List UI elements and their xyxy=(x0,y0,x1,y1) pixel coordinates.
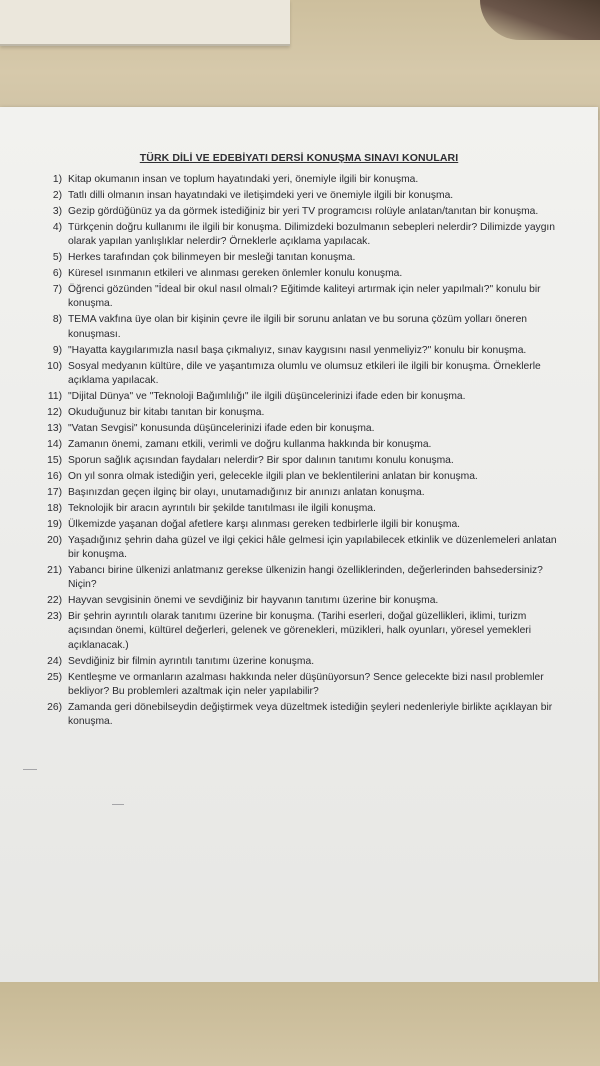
topic-item xyxy=(40,502,570,516)
topic-item xyxy=(40,313,570,341)
topic-list xyxy=(40,173,570,729)
paper-stack-edge xyxy=(0,0,290,46)
topic-item xyxy=(40,221,570,249)
topic-text: Sporun sağlık açısından faydaları nelerdir? Bir spor dalının tanıtımı konulu konuşma. xyxy=(68,454,454,466)
topic-number: 16) xyxy=(47,470,62,482)
topic-text: Tatlı dilli olmanın insan hayatındaki ve iletişimdeki yeri ve önemiyle ilgili bir konuşma. xyxy=(68,190,454,201)
desk-background-bottom xyxy=(0,982,600,1066)
topic-item xyxy=(40,594,570,608)
topic-item xyxy=(40,422,570,436)
topic-item xyxy=(40,671,570,699)
topic-number: 18) xyxy=(47,502,62,514)
pencil-mark xyxy=(112,804,124,805)
topic-number: 26) xyxy=(47,701,62,713)
topic-text: On yıl sonra olmak istediğin yeri, gelecekle ilgili plan ve beklentilerini anlatan bir konuşma. xyxy=(68,470,478,482)
topic-text: Zamanın önemi, zamanı etkili, verimli ve doğru kullanma hakkında bir konuşma. xyxy=(68,438,432,450)
topic-text: Herkes tarafından çok bilinmeyen bir mesleği tanıtan konuşma. xyxy=(68,252,356,264)
topic-item xyxy=(40,173,570,187)
topic-number: 9) xyxy=(52,344,62,356)
topic-number: 17) xyxy=(47,486,62,498)
topic-item xyxy=(40,701,570,729)
topic-number: 1) xyxy=(52,174,62,185)
topic-text: Öğrenci gözünden "İdeal bir okul nasıl olmalı? Eğitimde kaliteyi artırmak için neler yapılmalı?" konulu bir konuşma. xyxy=(68,284,541,310)
document-sheet xyxy=(0,107,598,982)
topic-number: 20) xyxy=(47,534,62,546)
topic-item xyxy=(40,205,570,219)
topic-item xyxy=(40,344,570,358)
topic-number: 5) xyxy=(52,252,62,264)
topic-item xyxy=(40,486,570,500)
topic-text: Okuduğunuz bir kitabı tanıtan bir konuşma. xyxy=(68,406,265,418)
topic-number: 22) xyxy=(47,595,62,607)
topic-item xyxy=(40,564,570,592)
topic-number: 4) xyxy=(52,222,62,233)
topic-text: Başınızdan geçen ilginç bir olayı, unutamadığınız bir anınızı anlatan konuşma. xyxy=(68,486,425,498)
topic-text: Yabancı birine ülkenizi anlatmanız gerekse ülkenizin hangi özelliklerinden, değerlerinden bahsedersiniz? Niçin? xyxy=(68,565,543,591)
topic-item xyxy=(40,470,570,484)
topic-text: Kentleşme ve ormanların azalması hakkında neler düşünüyorsun? Sence gelecekte bizi nasıl problemler bekliyor? Bu problemleri azaltmak için neler yapılabilir? xyxy=(68,671,544,697)
desk-object xyxy=(480,0,600,40)
topic-text: Türkçenin doğru kullanımı ile ilgili bir konuşma. Dilimizdeki bozulmanın sebepleri nelerdir? Dilimizde yaygın olarak yapılan yanlışlıklar nelerdir? Örneklerle açıklama yapılacak. xyxy=(68,222,556,248)
topic-item xyxy=(40,390,570,404)
topic-number: 12) xyxy=(47,406,62,418)
topic-number: 10) xyxy=(47,360,62,372)
topic-item xyxy=(40,655,570,669)
topic-number: 2) xyxy=(52,190,62,201)
topic-item xyxy=(40,360,570,388)
topic-number: 25) xyxy=(47,671,62,683)
topic-number: 19) xyxy=(47,518,62,530)
pencil-mark xyxy=(23,769,37,770)
topic-text: Gezip gördüğünüz ya da görmek istediğiniz bir yeri TV programcısı rolüyle anlatan/tanıtan bir konuşma. xyxy=(68,206,539,217)
topic-text: Teknolojik bir aracın ayrıntılı bir şekilde tanıtılması ile ilgili konuşma. xyxy=(68,502,376,514)
topic-number: 21) xyxy=(47,565,62,577)
topic-item xyxy=(40,454,570,468)
topic-number: 13) xyxy=(47,422,62,434)
topic-text: "Vatan Sevgisi" konusunda düşüncelerinizi ifade eden bir konuşma. xyxy=(68,422,375,434)
topic-number: 15) xyxy=(47,454,62,466)
topic-text: Zamanda geri dönebilseydin değiştirmek veya düzeltmek istediğin şeyleri nedenleriyle birlikte açıklayan bir konuşma. xyxy=(68,701,553,728)
topic-number: 14) xyxy=(47,438,62,450)
topic-number: 8) xyxy=(52,314,62,326)
topic-number: 24) xyxy=(47,655,62,667)
document-title: TÜRK DİLİ VE EDEBİYATI DERSİ KONUŞMA SINAVI KONULARI xyxy=(139,152,459,164)
topic-text: "Hayatta kaygılarımızla nasıl başa çıkmalıyız, sınav kaygısını nasıl yenmeliyiz?" konulu bir konuşma. xyxy=(68,344,527,356)
topic-number: 3) xyxy=(52,206,62,217)
topic-item xyxy=(40,283,570,311)
topic-text: "Dijital Dünya" ve "Teknoloji Bağımlılığı" ile ilgili düşüncelerinizi ifade eden bir konuşma. xyxy=(68,390,466,402)
topic-item xyxy=(40,518,570,532)
topic-item xyxy=(40,251,570,265)
topic-number: 11) xyxy=(47,390,62,402)
topic-item xyxy=(40,267,570,281)
topic-text: Yaşadığınız şehrin daha güzel ve ilgi çekici hâle gelmesi için yapılabilecek etkinlik ve düzenlemeleri anlatan bir konuşma. xyxy=(68,534,557,561)
topic-number: 6) xyxy=(52,268,62,280)
topic-text: Hayvan sevgisinin önemi ve sevdiğiniz bir hayvanın tanıtımı üzerine bir konuşma. xyxy=(68,595,439,607)
topic-item xyxy=(40,189,570,203)
topic-item xyxy=(40,438,570,452)
topic-text: Sevdiğiniz bir filmin ayrıntılı tanıtımı üzerine konuşma. xyxy=(68,655,315,667)
topic-text: Ülkemizde yaşanan doğal afetlere karşı alınması gereken tedbirlerle ilgili bir konuşma. xyxy=(68,518,461,530)
topic-text: TEMA vakfına üye olan bir kişinin çevre ile ilgili bir sorunu anlatan ve bu soruna çözüm yolları öneren konuşması. xyxy=(68,314,528,340)
topic-text: Küresel ısınmanın etkileri ve alınması gereken önlemler konulu konuşma. xyxy=(68,268,403,280)
topic-item xyxy=(40,610,570,653)
topic-text: Bir şehrin ayrıntılı olarak tanıtımı üzerine bir konuşma. (Tarihi eserleri, doğal güzellikleri, iklimi, turizm açısından önemi, kültürel değerleri, gelenek ve görenekleri, müzikleri, halk oyunları, yöresel yemekleri açıklanacak.) xyxy=(68,611,532,651)
topic-text: Sosyal medyanın kültüre, dile ve yaşantımıza olumlu ve olumsuz etkileri ile ilgili bir konuşma. Örneklerle açıklama yapılacak. xyxy=(68,360,541,386)
topic-number: 7) xyxy=(52,284,62,296)
topic-number: 23) xyxy=(47,611,62,623)
topic-text: Kitap okumanın insan ve toplum hayatındaki yeri, önemiyle ilgili bir konuşma. xyxy=(68,174,419,185)
topic-item xyxy=(40,534,570,562)
topic-item xyxy=(40,406,570,420)
